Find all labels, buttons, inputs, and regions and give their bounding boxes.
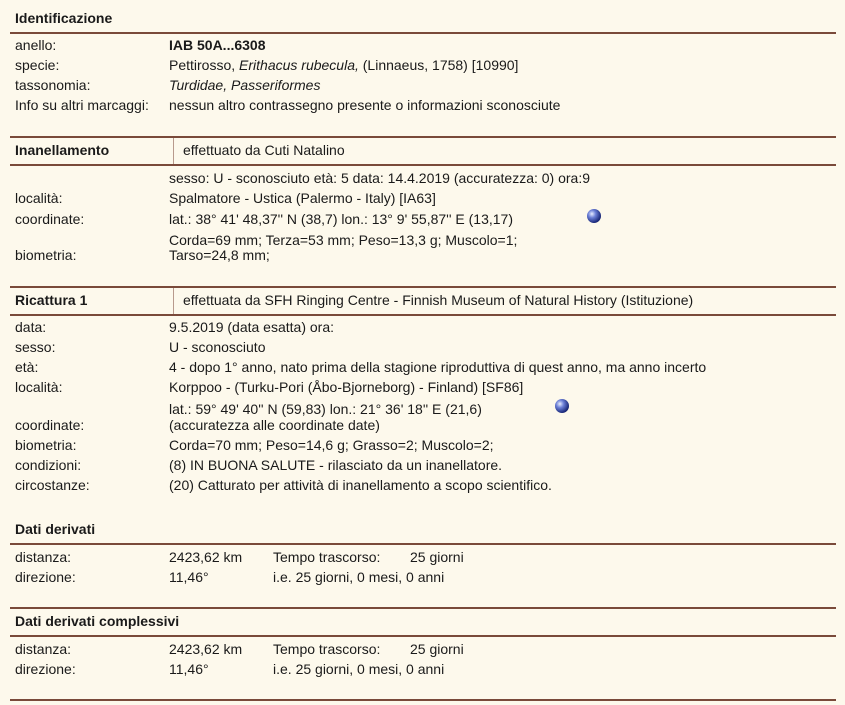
inanellamento-header [10,138,836,166]
direzione-label: direzione: [15,661,76,677]
globe-map-icon[interactable] [587,209,601,223]
info-label: Info su altri marcaggi: [15,97,149,113]
ie-value: i.e. 25 giorni, 0 mesi, 0 anni [273,661,445,677]
globe-map-icon[interactable] [555,399,569,413]
localita-value: Korppoo - (Turku-Pori (Åbo-Bjorneborg) - Finland) [SF86] [169,379,524,395]
direzione-value: 11,46° [169,661,209,677]
section-title: Dati derivati [15,521,96,537]
coordinate-label: coordinate: [15,211,85,227]
localita-label: località: [15,379,63,395]
header-divider [173,138,174,164]
ie-value: i.e. 25 giorni, 0 mesi, 0 anni [273,569,445,585]
specie-rest: (Linnaeus, 1758) [10990] [362,57,519,73]
biometria-label: biometria: [15,247,77,263]
section-title: Dati derivati complessivi [15,613,180,629]
biometria-line1: Corda=69 mm; Terza=53 mm; Peso=13,3 g; Muscolo=1; [169,232,518,248]
distanza-label: distanza: [15,641,72,657]
divider [10,699,836,701]
anello-value: IAB 50A...6308 [169,37,266,53]
ricattura-header [10,288,836,316]
condizioni-value: (8) IN BUONA SALUTE - rilasciato da un inanellatore. [169,457,503,473]
specie-value [169,57,518,73]
localita-label: località: [15,190,63,206]
localita-value: Spalmatore - Ustica (Palermo - Italy) [IA63] [169,190,436,206]
coordinate-label: coordinate: [15,417,85,433]
coord-line: lat.: 59° 49' 40'' N (59,83) lon.: 21° 36' 18'' E (21,6) [169,401,482,417]
sesso-line: sesso: U - sconosciuto età: 5 data: 14.4.2019 (accuratezza: 0) ora:9 [169,170,591,186]
circostanze-label: circostanze: [15,477,90,493]
distanza-label: distanza: [15,549,72,565]
specie-latin: Erithacus rubecula, [239,57,359,73]
dati-complessivi-header [10,609,836,637]
info-value: nessun altro contrassegno presente o informazioni sconosciute [169,97,561,113]
section-subtitle: effettuato da Cuti Natalino [183,142,345,158]
anello-label: anello: [15,37,57,53]
section-title: Ricattura 1 [15,292,88,308]
header-divider [173,288,174,314]
tassonomia-label: tassonomia: [15,77,91,93]
tempo-value: 25 giorni [410,549,464,565]
identificazione-header [10,6,836,34]
condizioni-label: condizioni: [15,457,82,473]
tempo-label: Tempo trascorso: [273,641,381,657]
biometria-value: Corda=70 mm; Peso=14,6 g; Grasso=2; Muscolo=2; [169,437,494,453]
direzione-value: 11,46° [169,569,209,585]
tempo-value: 25 giorni [410,641,464,657]
eta-value: 4 - dopo 1° anno, nato prima della stagione riproduttiva di quest anno, ma anno incerto [169,359,707,375]
sesso-label: sesso: [15,339,56,355]
dati-derivati-header [10,517,836,545]
data-value: 9.5.2019 (data esatta) ora: [169,319,334,335]
section-subtitle: effettuata da SFH Ringing Centre - Finnish Museum of Natural History (Istituzione) [183,292,694,308]
data-label: data: [15,319,47,335]
biometria-line2: Tarso=24,8 mm; [169,247,270,263]
eta-label: età: [15,359,39,375]
coordinate-value: lat.: 38° 41' 48,37'' N (38,7) lon.: 13° 9' 55,87'' E (13,17) [169,211,513,227]
coordinate-value: (accuratezza alle coordinate date) [169,417,380,433]
specie-label: specie: [15,57,60,73]
circostanze-value: (20) Catturato per attività di inanellamento a scopo scientifico. [169,477,552,493]
distanza-value: 2423,62 km [169,641,243,657]
distanza-value: 2423,62 km [169,549,243,565]
tempo-label: Tempo trascorso: [273,549,381,565]
direzione-label: direzione: [15,569,76,585]
specie-common: Pettirosso, [169,57,236,73]
section-title: Identificazione [15,10,113,26]
biometria-label: biometria: [15,437,77,453]
tassonomia-value: Turdidae, Passeriformes [169,77,321,93]
sesso-value: U - sconosciuto [169,339,266,355]
section-title: Inanellamento [15,142,110,158]
